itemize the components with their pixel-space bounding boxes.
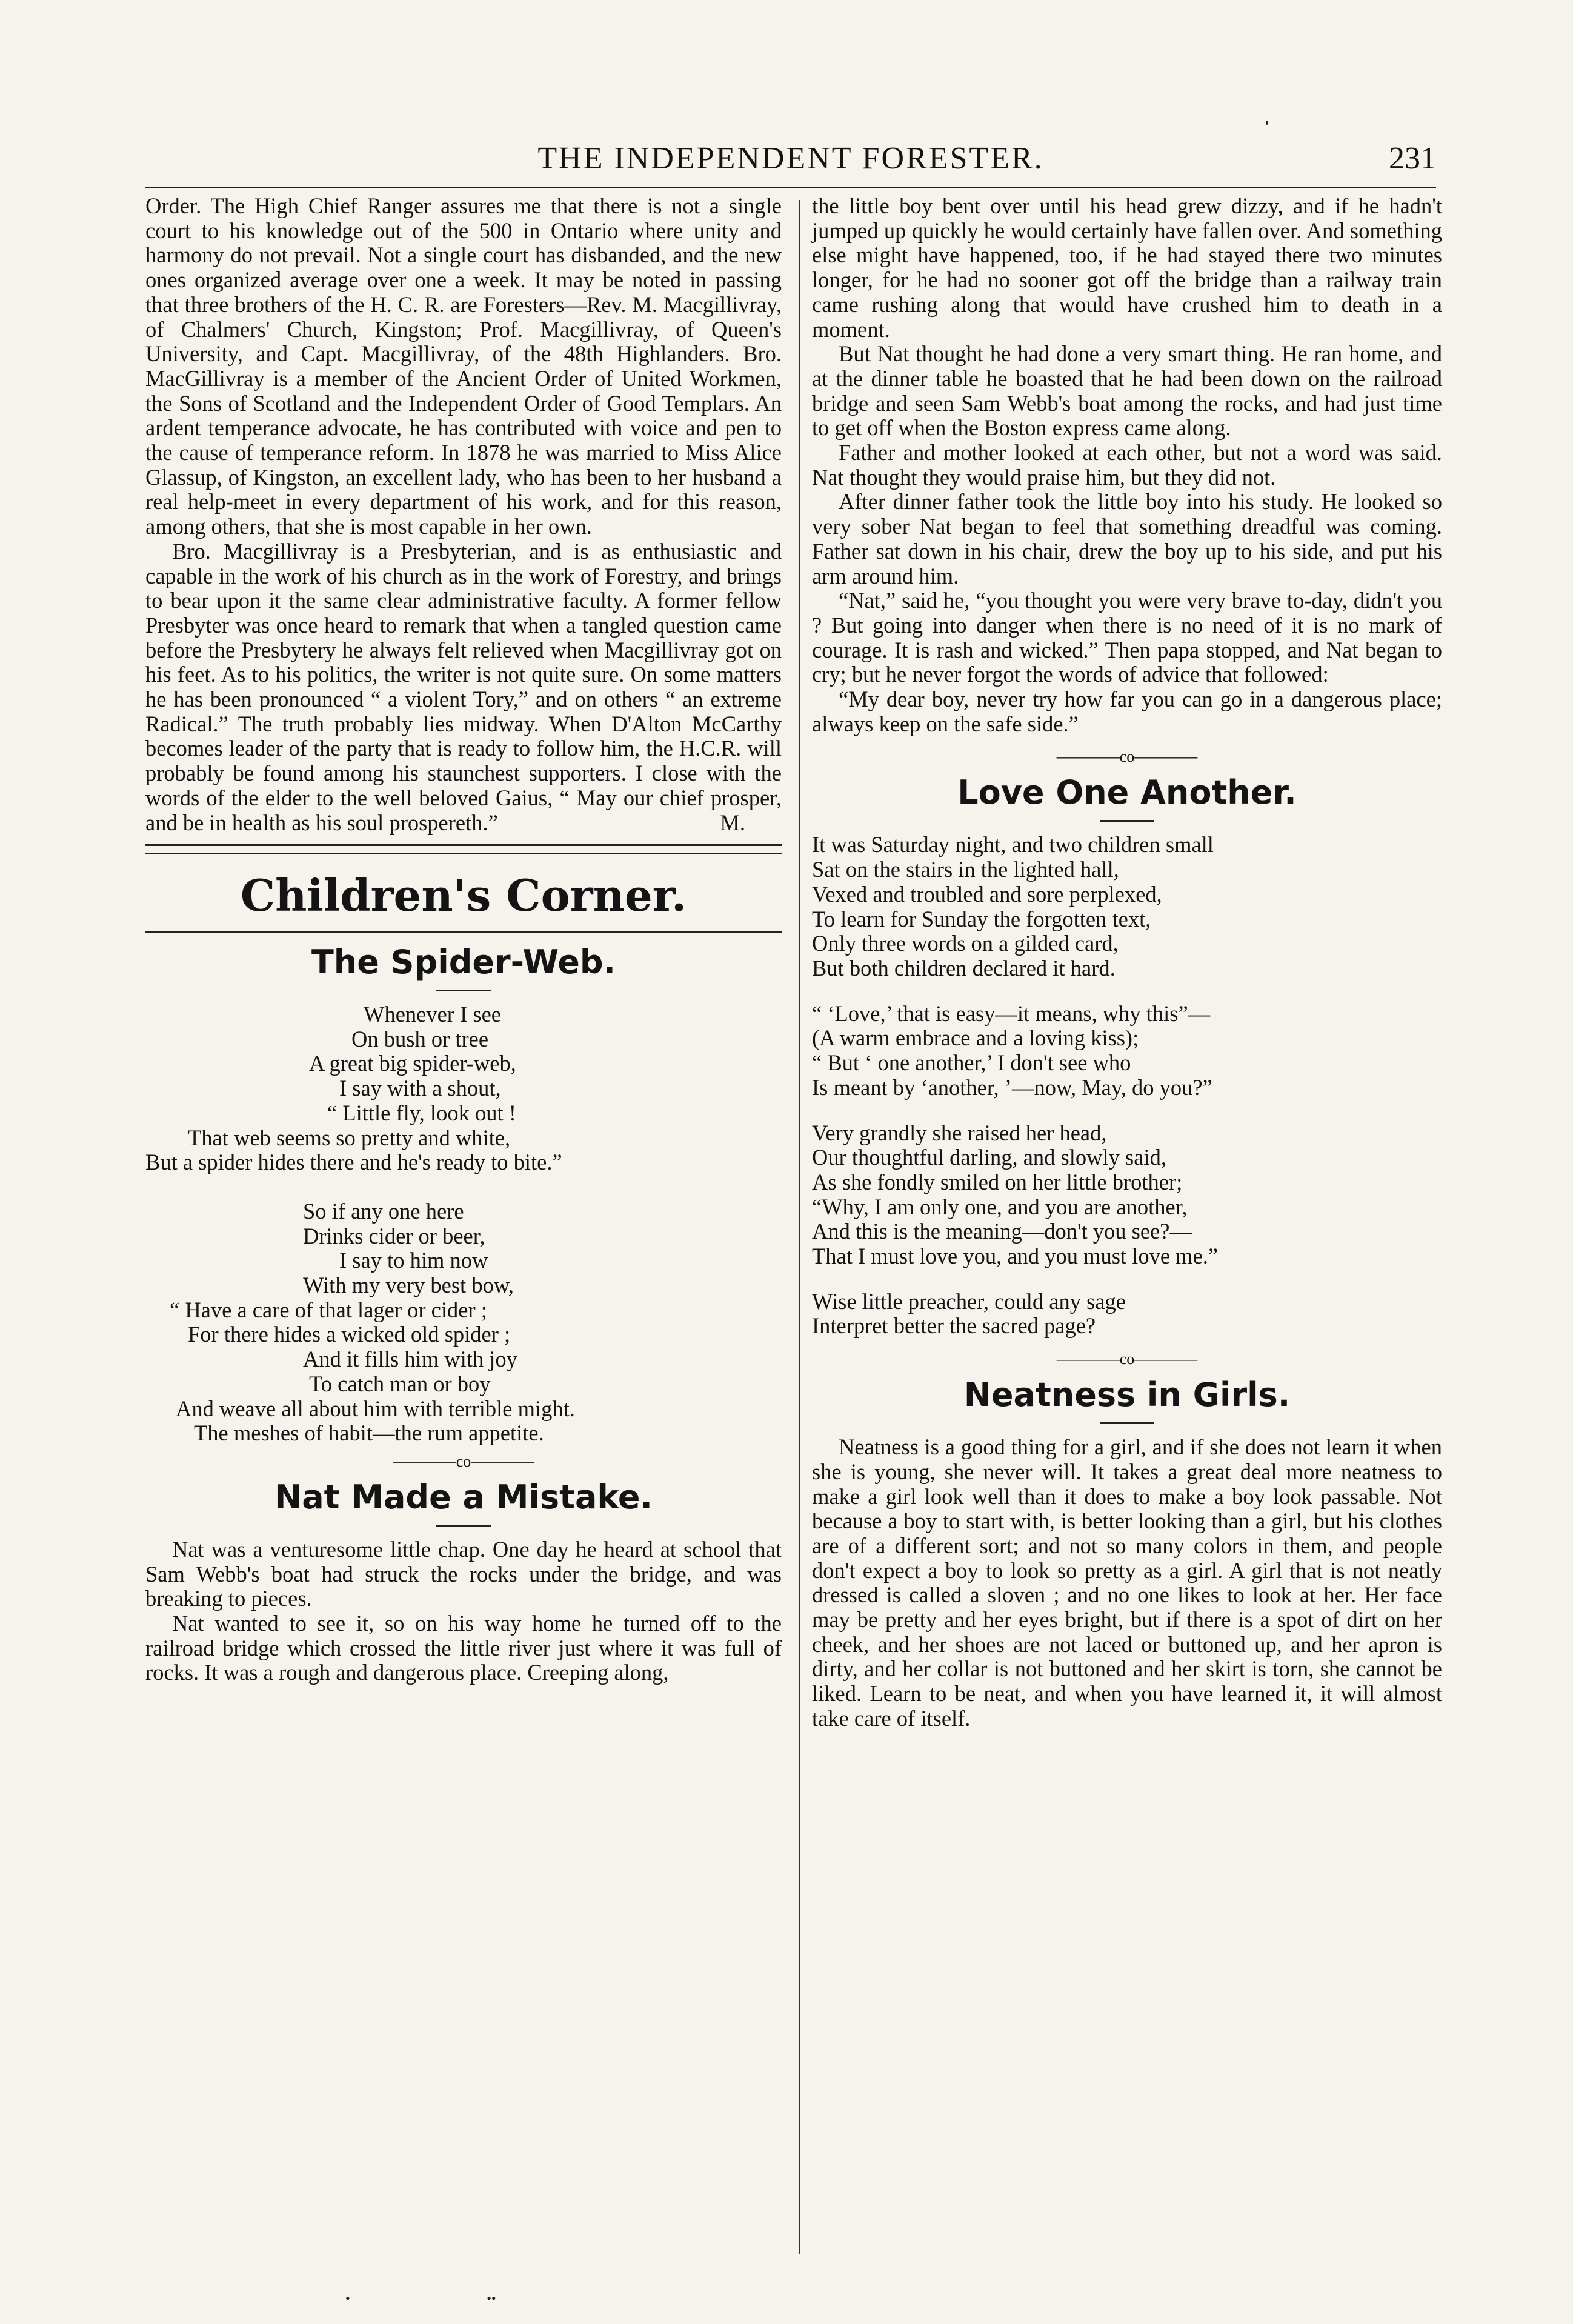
- poem-line: Wise little preacher, could any sage: [812, 1288, 1126, 1314]
- poem-line: “ ‘Love,’ that is easy—it means, why this”—: [812, 1001, 1211, 1026]
- story-paragraph: But Nat thought he had done a very smart thing. He ran home, and at the dinner table he boasted that he had been down on the railroad bridge and seen Sam Webb's boat among the rocks, and had just time to get off when the Boston express came along.: [812, 341, 1442, 441]
- poem-line: That web seems so pretty and white,: [188, 1125, 511, 1150]
- poem-line: A great big spider-web,: [309, 1051, 516, 1076]
- story-paragraph: “My dear boy, never try how far you can go in a dangerous place; always keep on the safe side.”: [812, 687, 1442, 736]
- article-signature: M.: [720, 810, 745, 836]
- poem-line: But both children declared it hard.: [812, 955, 1116, 981]
- poem-line: “ But ‘ one another,’ I don't see who: [812, 1050, 1131, 1076]
- poem-line: It was Saturday night, and two children small: [812, 832, 1214, 857]
- poem-line: And this is the meaning—don't you see?—: [812, 1219, 1192, 1244]
- ornament-divider: ————со————: [393, 1452, 534, 1470]
- poem-line: With my very best bow,: [303, 1273, 514, 1298]
- section-double-rule: [145, 844, 782, 854]
- column-divider: [799, 200, 800, 2254]
- poem-line: Drinks cider or beer,: [303, 1223, 485, 1248]
- poem-line: “ Have a care of that lager or cider ;: [170, 1297, 487, 1322]
- poem-line: And weave all about him with terrible might.: [176, 1396, 575, 1421]
- poem-line: On bush or tree: [351, 1026, 489, 1051]
- poem-line: I say with a shout,: [339, 1076, 501, 1101]
- margin-mark: • ••: [345, 2291, 496, 2306]
- poem-line: And it fills him with joy: [303, 1347, 517, 1372]
- poem-line: To catch man or boy: [309, 1371, 491, 1396]
- section-title: Children's Corner.: [240, 869, 687, 921]
- right-column: [812, 194, 1442, 1731]
- poem-line: I say to him now: [339, 1248, 488, 1273]
- title-rule: [436, 990, 491, 991]
- running-title: THE INDEPENDENT FORESTER.: [537, 141, 1044, 176]
- story-title-neatness: Neatness in Girls.: [963, 1376, 1291, 1414]
- poem-line: To learn for Sunday the forgotten text,: [812, 906, 1151, 931]
- poem-line: Vexed and troubled and sore perplexed,: [812, 881, 1162, 907]
- page-number: 231: [1389, 141, 1436, 176]
- title-rule: [1100, 820, 1154, 822]
- title-rule: [1100, 1422, 1154, 1424]
- poem-line: (A warm embrace and a loving kiss);: [812, 1025, 1139, 1051]
- header-rule: [145, 187, 1436, 188]
- page-header: [145, 141, 1436, 183]
- poem-line: As she fondly smiled on her little brother;: [812, 1169, 1183, 1194]
- poem-line: That I must love you, and you must love me.”: [812, 1244, 1219, 1269]
- story-paragraph: the little boy bent over until his head grew dizzy, and if he hadn't jumped up quickly he would certainly have fallen over. And something else might have happened, too, if he had stayed there two minutes longer, for he had no sooner got off the bridge than a railway train came rushing along that would have crushed him to death in a moment.: [812, 193, 1442, 342]
- story-title-love: Love One Another.: [957, 773, 1297, 812]
- story-title-nat: Nat Made a Mistake.: [274, 1477, 653, 1516]
- poem-line: The meshes of habit—the rum appetite.: [194, 1420, 544, 1446]
- ornament-divider: ————со————: [1056, 748, 1198, 766]
- story-paragraph: After dinner father took the little boy into his study. He looked so very sober Nat began to feel that something dreadful was coming. Father sat down in his chair, drew the boy up to his side, and put his arm around him.: [812, 489, 1442, 588]
- story-title-spider: The Spider-Web.: [311, 942, 616, 981]
- story-paragraph: Neatness is a good thing for a girl, and if she does not learn it when she is young, she never will. It takes a great deal more neatness to make a girl look well than it does to make a boy look passable. Not because a boy to start with, is better looking than a girl, but his clothes are of a different sort; and not so many colors in them, and people don't expect a boy to look so pretty as a girl. A girl that is not neatly dressed is called a sloven ; and no one likes to look at her. Her face may be pretty and her eyes bright, but if there is a spot of dirt on her cheek, and her shoes are not laced or buttoned up, and her apron is dirty, and her collar is not buttoned and her skirt is torn, she cannot be liked. Learn to be neat, and when you have learned it, it will almost take care of itself.: [812, 1434, 1442, 1731]
- left-column: [145, 194, 782, 1685]
- article-paragraph: Bro. Macgillivray is a Presbyterian, and is as enthusiastic and capable in the work of his church as in the work of Forestry, and brings to bear upon it the same clear administrative faculty. A former fellow Presbyter was once heard to remark that when a tangled question came before the Presbytery he always felt relieved when Macgillivray got on his feet. As to his politics, the writer is not quite sure. On some matters he has been pronounced “ a violent Tory,” and on others “ an extreme Radical.” The truth probably lies midway. When D'Alton McCarthy becomes leader of the party that is ready to follow him, the H.C.R. will probably be found among his staunchest supporters. I close with the words of the elder to the well beloved Gaius, “ May our chief prosper, and be in health as his soul prospereth.”: [145, 538, 782, 835]
- poem-line: For there hides a wicked old spider ;: [188, 1322, 511, 1347]
- ornament-divider: ————со————: [1056, 1350, 1198, 1368]
- spider-poem: [145, 1002, 782, 1446]
- title-rule: [436, 1525, 491, 1527]
- story-paragraph: Father and mother looked at each other, but not a word was said. Nat thought they would praise him, but they did not.: [812, 440, 1442, 490]
- poem-line: So if any one here: [303, 1198, 464, 1224]
- poem-line: Interpret better the sacred page?: [812, 1313, 1096, 1339]
- poem-line: Whenever I see: [364, 1001, 501, 1027]
- story-paragraph: Nat was a venturesome little chap. One day he heard at school that Sam Webb's boat had struck the rocks under the bridge, and was breaking to pieces.: [145, 1536, 782, 1611]
- poem-line: But a spider hides there and he's ready to bite.”: [145, 1150, 562, 1175]
- poem-line: Sat on the stairs in the lighted hall,: [812, 857, 1119, 882]
- poem-line: “ Little fly, look out !: [327, 1100, 516, 1125]
- poem-line: Our thoughtful darling, and slowly said,: [812, 1145, 1166, 1170]
- margin-mark: ': [1265, 116, 1269, 139]
- love-poem: [812, 833, 1442, 1339]
- poem-line: Is meant by ‘another, ’—now, May, do you?”: [812, 1074, 1212, 1100]
- story-paragraph: “Nat,” said he, “you thought you were very brave to-day, didn't you ? But going into danger when there is no need of it is no mark of courage. It is rash and wicked.” Then papa stopped, and Nat began to cry; but he never forgot the words of advice that followed:: [812, 588, 1442, 687]
- story-paragraph: Nat wanted to see it, so on his way home he turned off to the railroad bridge which crossed the little river just where it was full of rocks. It was a rough and dangerous place. Creeping along,: [145, 1611, 782, 1685]
- poem-line: “Why, I am only one, and you are another,: [812, 1194, 1188, 1219]
- section-rule: [145, 931, 782, 933]
- poem-line: Only three words on a gilded card,: [812, 931, 1119, 956]
- article-paragraph: Order. The High Chief Ranger assures me that there is not a single court to his knowledge out of the 500 in Ontario where unity and harmony do not prevail. Not a single court has disbanded, and the new ones organized average over one a week. It may be noted in passing that three brothers of the H. C. R. are Foresters—Rev. M. Macgillivray, of Chalmers' Church, Kingston; Prof. Macgillivray, of Queen's University, and Capt. Macgillivray, of the 48th Highlanders. Bro. MacGillivray is a member of the Ancient Order of United Workmen, the Sons of Scotland and the Independent Order of Good Templars. An ardent temperance advocate, he has contributed with voice and pen to the cause of temperance reform. In 1878 he was married to Miss Alice Glassup, of Kingston, an excellent lady, who has been to her husband a real help-meet in every department of his work, and for this reason, among others, that she is most capable in her own.: [145, 193, 782, 539]
- poem-line: Very grandly she raised her head,: [812, 1120, 1107, 1145]
